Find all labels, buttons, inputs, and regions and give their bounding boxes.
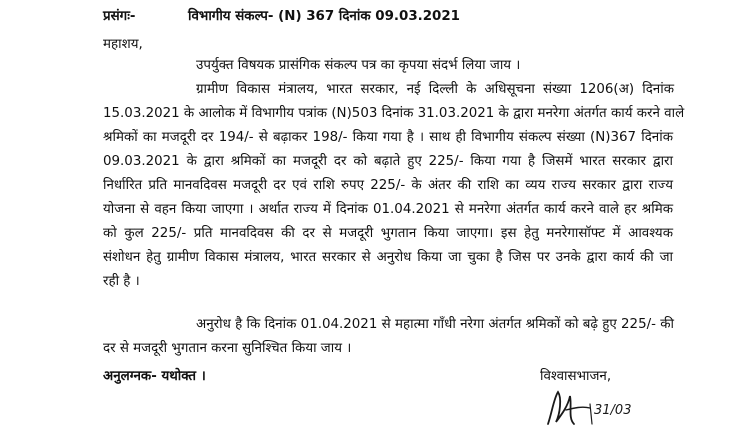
paragraph-line: ग्रामीण विकास मंत्रालय, भारत सरकार, नई दिल्ली के अधिसूचना संख्या 1206(अ) दिनांक bbox=[196, 82, 674, 97]
paragraph-line: श्रमिकों का मजदूरी दर 194/- से बढ़ाकर 198/- किया गया है । साथ ही विभागीय संकल्प संख्या (N)367 दिनांक bbox=[103, 130, 673, 145]
salutation: महाशय, bbox=[103, 37, 143, 52]
paragraph-line: को कुल 225/- प्रति मानवदिवस की दर से मजदूरी भुगतान किया जाएगा। इस हेतु मनरेगासॉफ्ट में आवश्यक bbox=[103, 226, 673, 241]
paragraph-reference: उपर्युक्त विषयक प्रासंगिक संकल्प पत्र का कृपया संदर्भ लिया जाय । bbox=[196, 58, 521, 73]
signature-date: 31/03 bbox=[594, 403, 632, 418]
paragraph-line: 09.03.2021 के द्वारा श्रमिकों का मजदूरी दर को बढ़ाते हुए 225/- किया गया है जिसमें भारत सरकार द्वारा bbox=[103, 154, 673, 169]
subject-reference: विभागीय संकल्प- (N) 367 दिनांक 09.03.2021 bbox=[188, 9, 460, 24]
paragraph-line: 15.03.2021 के आलोक में विभागीय पत्रांक (N)503 दिनांक 31.03.2021 के द्वारा मनरेगा अंतर्गत कार्य करने वाले bbox=[103, 106, 685, 121]
paragraph-line: योजना से वहन किया जाएगा । अर्थात राज्य में दिनांक 01.04.2021 से मनरेगा अंतर्गत कार्य करने वाले हर श्रमिक bbox=[103, 202, 673, 217]
paragraph-line: निर्धारित प्रति मानवदिवस मजदूरी दर एवं राशि रुपए 225/- के अंतर की राशि का व्यय राज्य सरकार द्वारा राज्य bbox=[103, 178, 673, 193]
enclosure-label: अनुलग्नक- यथोक्त । bbox=[103, 369, 206, 384]
signature-mark bbox=[540, 384, 660, 430]
closing-text: विश्वासभाजन, bbox=[540, 369, 612, 384]
paragraph-line: दर से मजदूरी भुगतान करना सुनिश्चित किया जाय । bbox=[103, 341, 352, 356]
paragraph-line: अनुरोध है कि दिनांक 01.04.2021 से महात्मा गाँधी नरेगा अंतर्गत श्रमिकों को बढ़े हुए 225/- की bbox=[196, 317, 674, 332]
paragraph-line: रही है । bbox=[103, 274, 140, 289]
paragraph-line: संशोधन हेतु ग्रामीण विकास मंत्रालय, भारत सरकार से अनुरोध किया जा चुका है जिस पर उनके द्वारा कार्य की जा bbox=[103, 250, 673, 265]
subject-label: प्रसंगः- bbox=[103, 9, 136, 24]
